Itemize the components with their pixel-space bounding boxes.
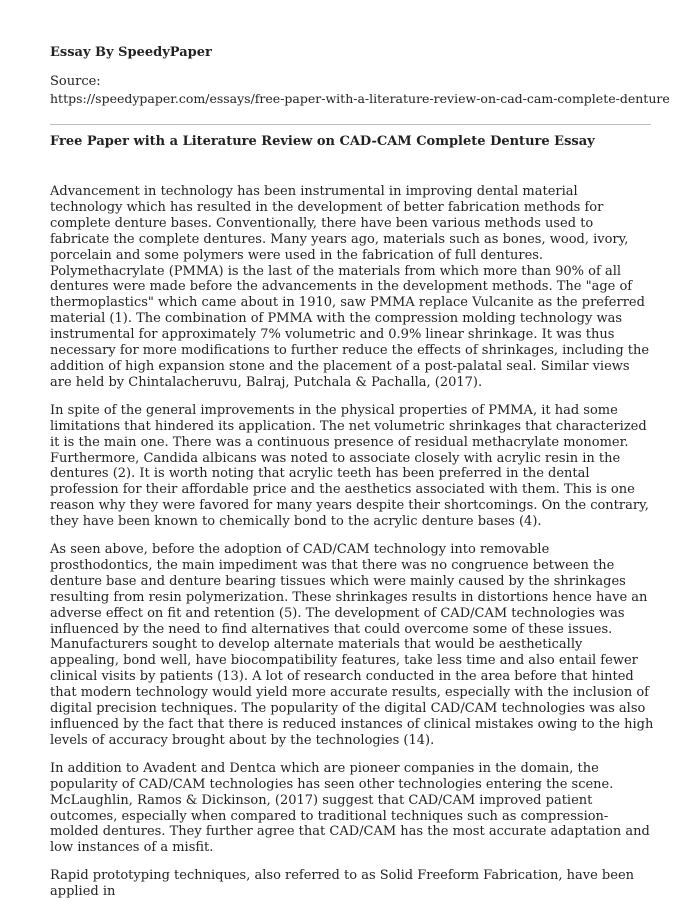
essay-title: Free Paper with a Literature Review on CAD-CAM Complete Denture Essay (50, 134, 595, 149)
essay-paragraph: In spite of the general improvements in the physical properties of PMMA, it had some limitations that hindered its application. The net volumetric shrinkages that characterized it is the main one. There was a continuous presence of residual methacrylate monomer. Furthermore, Candida albicans was noted to associate closely with acrylic resin in the dentures (2). It is worth noting that acrylic teeth has been preferred in the dental profession for their affordable price and the aesthetics associated with them. This is one reason why they were favored for many years despite their shortcomings. On the contrary, they have been known to chemically bond to the acrylic denture bases (4). (50, 402, 649, 530)
document-header-title: Essay By SpeedyPaper (50, 45, 212, 60)
header-divider (50, 124, 651, 125)
source-url[interactable]: https://speedypaper.com/essays/free-paper-with-a-literature-review-on-cad-cam-complete-denture (50, 91, 670, 106)
essay-paragraph: In addition to Avadent and Dentca which are pioneer companies in the domain, the popularity of CAD/CAM technologies has seen other technologies entering the scene. McLaughlin, Ramos & Dickinson, (2017) suggest that CAD/CAM improved patient outcomes, especially when compared to traditional techniques such as compression-molded dentures. They further agree that CAD/CAM has the most accurate adaptation and low instances of a misfit. (50, 760, 650, 856)
essay-paragraph: Rapid prototyping techniques, also referred to as Solid Freeform Fabrication, have been applied in (50, 868, 635, 900)
essay-paragraph: Advancement in technology has been instrumental in improving dental material technology which has resulted in the development of better fabrication methods for complete denture bases. Conventionally, there have been various methods used to fabricate the complete dentures. Many years ago, materials such as bones, wood, ivory, porcelain and some polymers were used in the fabrication of full dentures. Polymethacrylate (PMMA) is the last of the materials from which more than 90% of all dentures were made before the advancements in the development methods. The "age of thermoplastics" which came about in 1910, saw PMMA replace Vulcanite as the preferred material (1). The combination of PMMA with the compression molding technology was instrumental for approximately 7% volumetric and 0.9% linear shrinkage. It was thus necessary for more modifications to further reduce the effects of shrinkages, including the addition of high expansion stone and the placement of a post-palatal seal. Similar views are held by Chintalacheruvu, Balraj, Putchala & Pachalla, (2017). (50, 184, 650, 390)
source-label: Source: (50, 74, 101, 89)
essay-body (50, 184, 654, 912)
essay-paragraph: As seen above, before the adoption of CAD/CAM technology into removable prosthodontics, the main impediment was that there was no congruence between the denture base and denture bearing tissues which were mainly caused by the shrinkages resulting from resin polymerization. These shrinkages results in distortions hence have an adverse effect on fit and retention (5). The development of CAD/CAM technologies was influenced by the need to find alternatives that could overcome some of these issues. Manufacturers sought to develop alternate materials that would be aesthetically appealing, bond well, have biocompatibility features, take less time and also entail fewer clinical visits by patients (13). A lot of research conducted in the area before that hinted that modern technology would yield more accurate results, especially with the inclusion of digital precision techniques. The popularity of the digital CAD/CAM technologies was also influenced by the fact that there is reduced instances of clinical mistakes owing to the high levels of accuracy brought about by the technologies (14). (50, 542, 654, 748)
